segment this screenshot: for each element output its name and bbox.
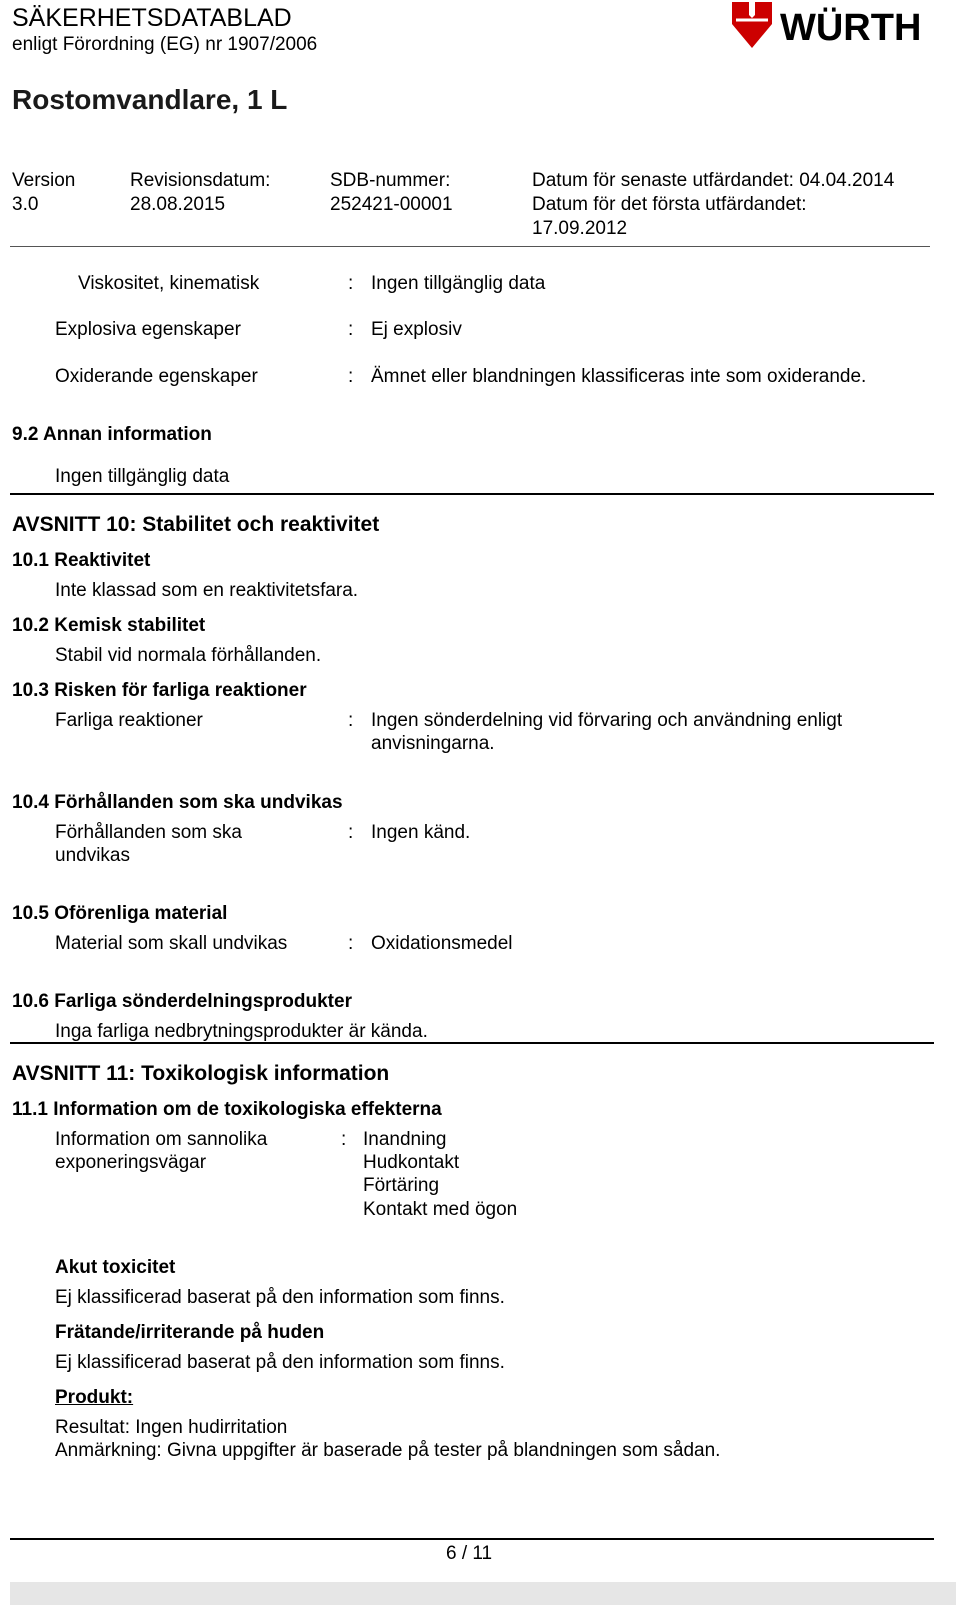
section-divider (10, 1042, 934, 1044)
exposure-route: Inandning (363, 1129, 447, 1150)
colon: : (348, 933, 354, 954)
document-type: SÄKERHETSDATABLAD (12, 4, 292, 32)
hazardous-reactions-label: Farliga reaktioner (55, 710, 203, 731)
exposure-routes-label-cont: exponeringsvägar (55, 1152, 207, 1173)
page-number: 6 / 11 (446, 1543, 493, 1564)
footer-bar (10, 1582, 956, 1605)
section-divider (10, 493, 934, 495)
logo-text: WÜRTH (780, 7, 922, 49)
version-label: Version (12, 170, 76, 191)
hazardous-reactions-value: Ingen sönderdelning vid förvaring och användning enligt (371, 710, 843, 731)
section-heading: AVSNITT 11: Toxikologisk information (12, 1062, 390, 1085)
subsection-heading: 10.1 Reaktivitet (12, 550, 151, 571)
explosive-label: Explosiva egenskaper (55, 319, 241, 340)
exposure-route: Förtäring (363, 1175, 440, 1196)
first-issue-value: 17.09.2012 (532, 218, 628, 239)
acute-toxicity-text: Ej klassificerad baserat på den information som finns. (55, 1287, 505, 1308)
product-heading: Produkt: (55, 1387, 134, 1408)
revision-label: Revisionsdatum: (130, 170, 271, 191)
subsection-heading: 10.4 Förhållanden som ska undvikas (12, 792, 343, 813)
colon: : (348, 273, 354, 294)
viscosity-value: Ingen tillgänglig data (371, 273, 546, 294)
product-title: Rostomvandlare, 1 L (12, 84, 288, 115)
oxidizing-label: Oxiderande egenskaper (55, 366, 258, 387)
revision-value: 28.08.2015 (130, 194, 226, 215)
regulation-text: enligt Förordning (EG) nr 1907/2006 (12, 34, 318, 55)
result-text: Resultat: Ingen hudirritation (55, 1417, 288, 1438)
section-heading: AVSNITT 10: Stabilitet och reaktivitet (12, 513, 380, 536)
subsection-heading: 10.5 Oförenliga material (12, 903, 228, 924)
subsection-heading: 9.2 Annan information (12, 424, 212, 445)
viscosity-label: Viskositet, kinematisk (78, 273, 260, 294)
exposure-route: Hudkontakt (363, 1152, 460, 1173)
first-issue-label: Datum för det första utfärdandet: (532, 194, 807, 215)
header-divider (10, 246, 930, 247)
colon: : (348, 822, 354, 843)
colon: : (348, 319, 354, 340)
colon: : (341, 1129, 347, 1150)
footer-divider (10, 1538, 934, 1540)
remark-text: Anmärkning: Givna uppgifter är baserade på tester på blandningen som sådan. (55, 1440, 721, 1461)
conditions-value: Ingen känd. (371, 822, 471, 843)
version-value: 3.0 (12, 194, 39, 215)
subsection-heading: 10.6 Farliga sönderdelningsprodukter (12, 991, 352, 1012)
other-info-text: Ingen tillgänglig data (55, 466, 230, 487)
skin-corrosion-text: Ej klassificerad baserat på den information som finns. (55, 1352, 505, 1373)
incompatible-value: Oxidationsmedel (371, 933, 513, 954)
incompatible-label: Material som skall undvikas (55, 933, 288, 954)
subsection-heading: 11.1 Information om de toxikologiska effekterna (12, 1099, 442, 1120)
subsection-heading: 10.3 Risken för farliga reaktioner (12, 680, 307, 701)
colon: : (348, 710, 354, 731)
latest-issue-date: Datum för senaste utfärdandet: 04.04.2014 (532, 170, 895, 191)
reactivity-text: Inte klassad som en reaktivitetsfara. (55, 580, 359, 601)
sdb-label: SDB-nummer: (330, 170, 451, 191)
conditions-label-cont: undvikas (55, 845, 130, 866)
wurth-logo (732, 2, 958, 52)
conditions-label: Förhållanden som ska (55, 822, 242, 843)
colon: : (348, 366, 354, 387)
oxidizing-value: Ämnet eller blandningen klassificeras inte som oxiderande. (371, 366, 867, 387)
exposure-routes-label: Information om sannolika (55, 1129, 268, 1150)
stability-text: Stabil vid normala förhållanden. (55, 645, 322, 666)
hazardous-reactions-value-cont: anvisningarna. (371, 733, 495, 754)
exposure-route: Kontakt med ögon (363, 1199, 518, 1220)
sdb-value: 252421-00001 (330, 194, 453, 215)
explosive-value: Ej explosiv (371, 319, 462, 340)
acute-toxicity-heading: Akut toxicitet (55, 1257, 176, 1278)
subsection-heading: 10.2 Kemisk stabilitet (12, 615, 206, 636)
skin-corrosion-heading: Frätande/irriterande på huden (55, 1322, 325, 1343)
decomposition-text: Inga farliga nedbrytningsprodukter är kända. (55, 1021, 428, 1042)
